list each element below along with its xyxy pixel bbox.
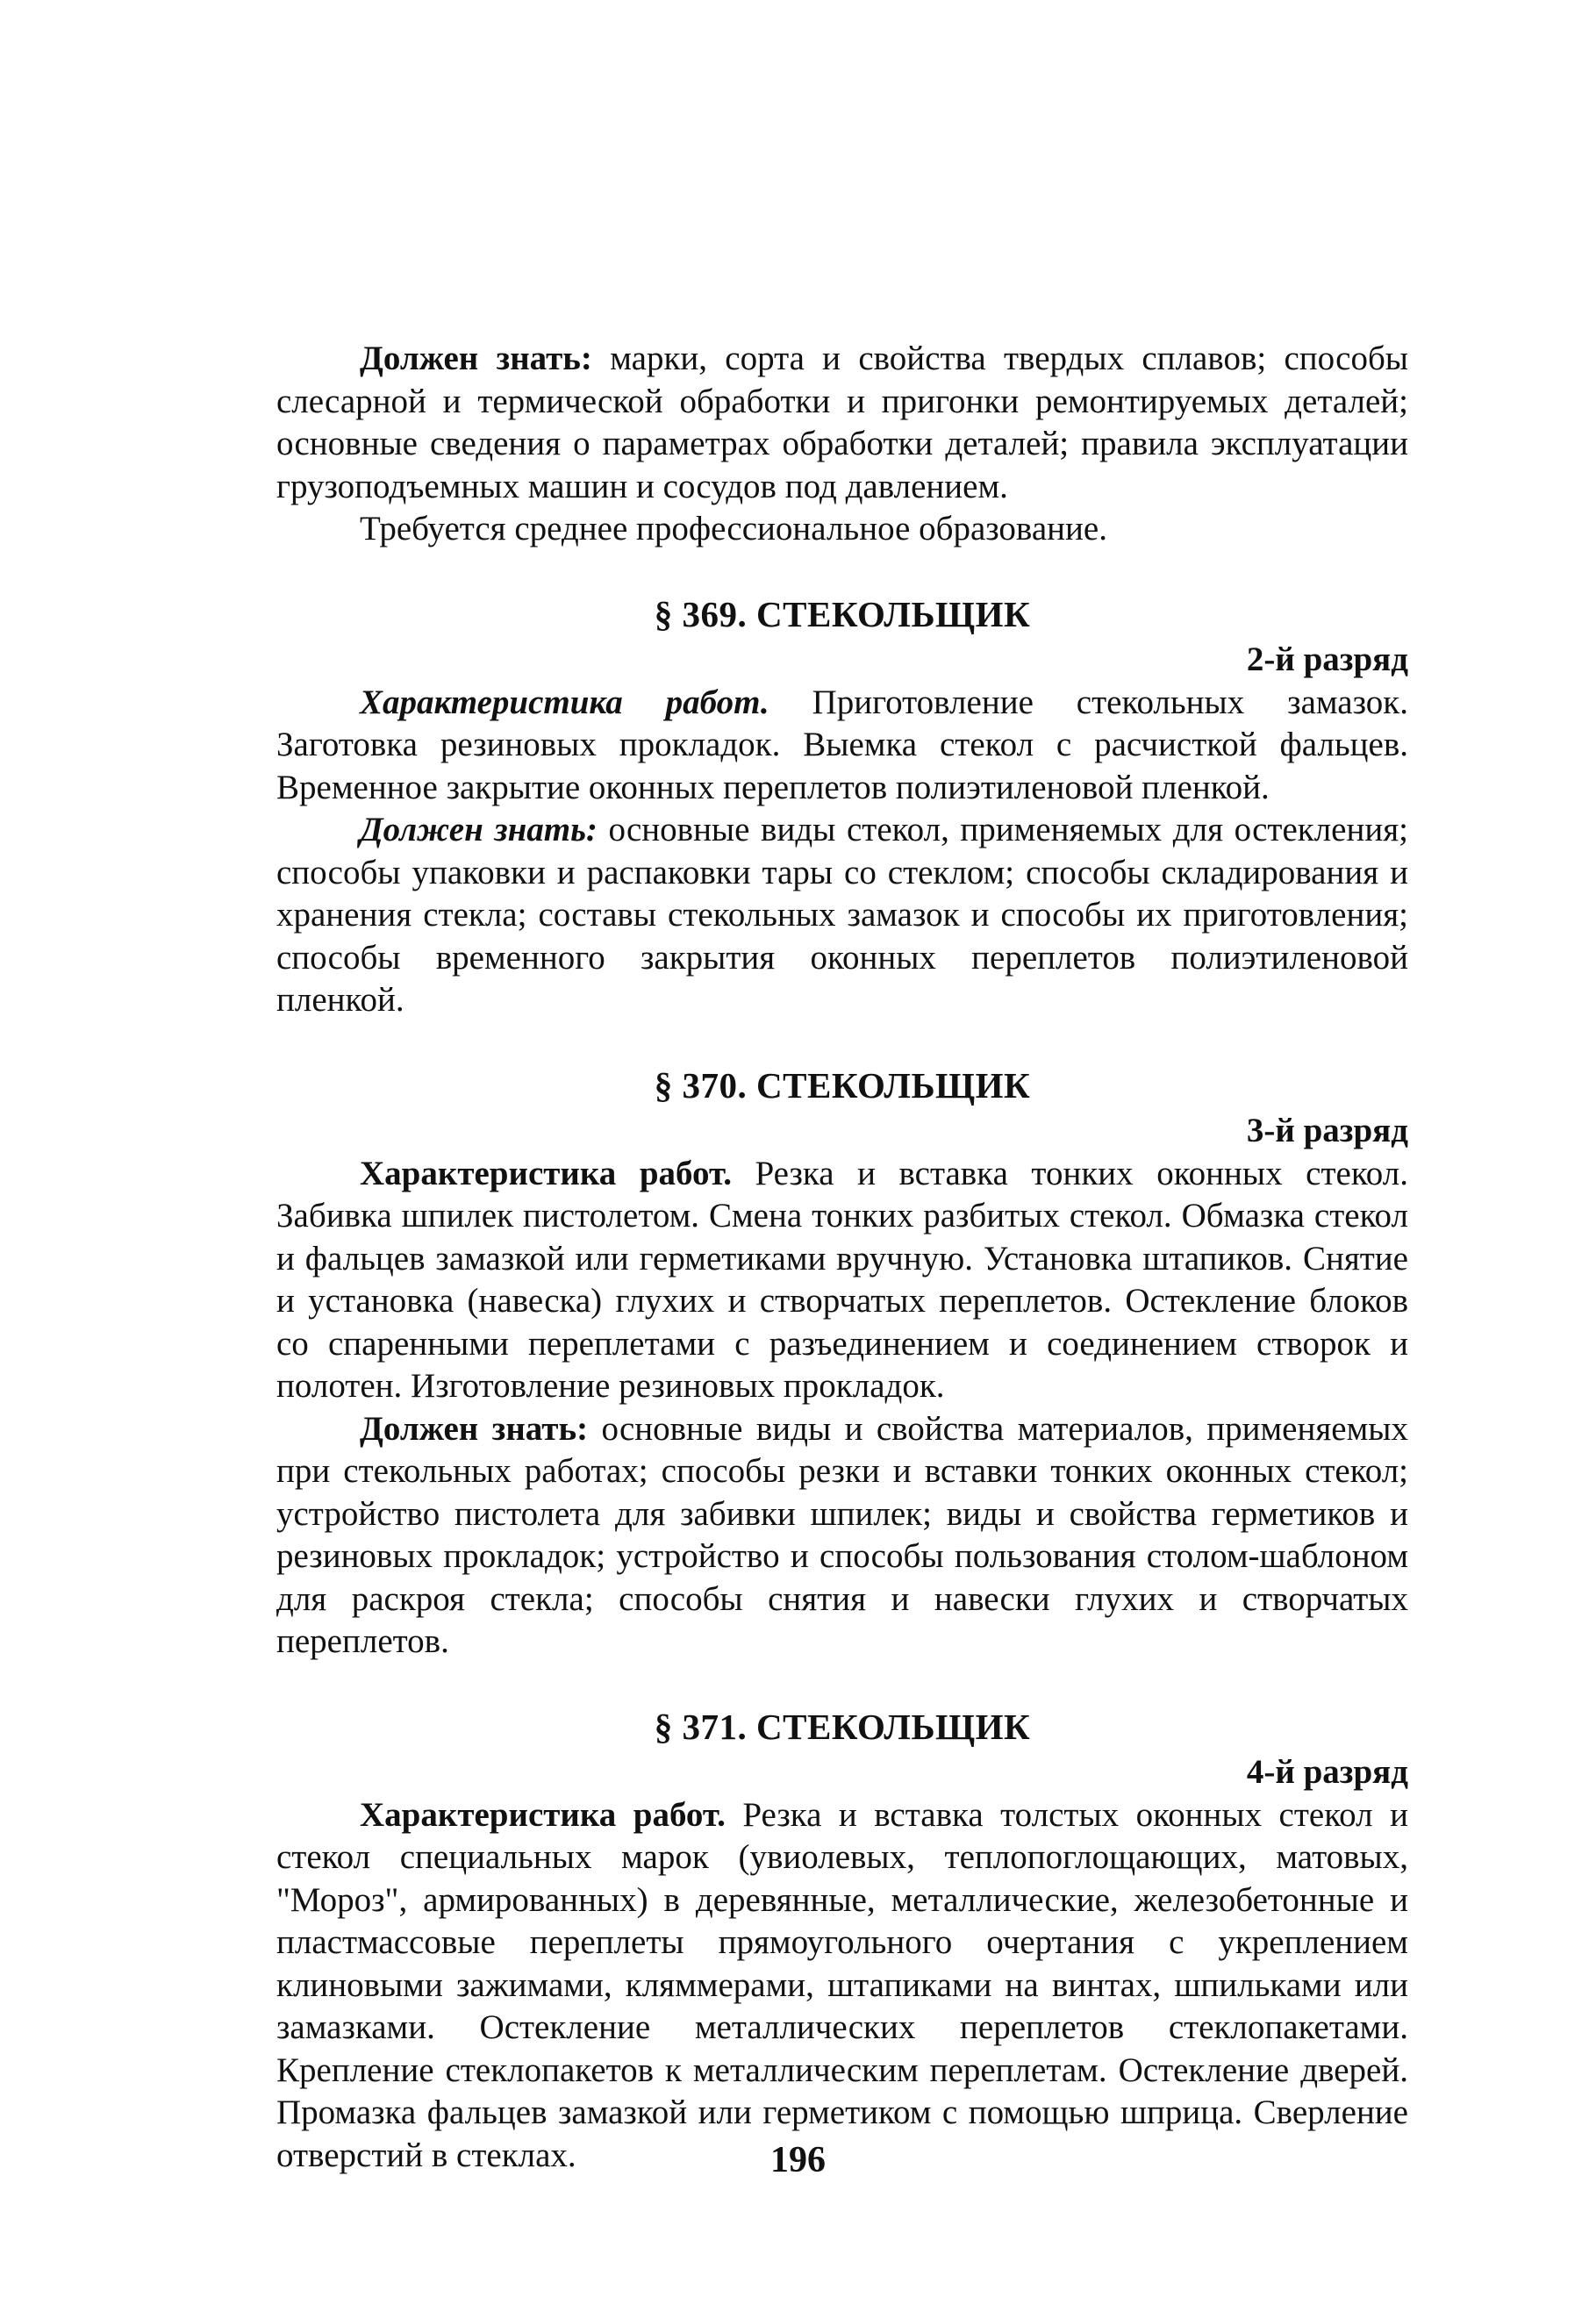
- grade-label: 4-й разряд: [1246, 1753, 1408, 1791]
- work-label: Характеристика работ.: [360, 1154, 732, 1192]
- work-characteristics-paragraph: [276, 682, 1408, 810]
- work-text: Приготовление стекольных замазок. Заготовка резиновых прокладок. Выемка стекол с расчисткой фальцев. Временное закрытие оконных переплетов полиэтиленовой пленкой.: [276, 683, 1408, 806]
- section-title: § 369. СТЕКОЛЬЩИК: [654, 593, 1031, 634]
- education-requirement: Требуется среднее профессиональное образование.: [360, 510, 1107, 548]
- section-title: § 370. СТЕКОЛЬЩИК: [654, 1064, 1031, 1106]
- knowledge-paragraph: [276, 809, 1408, 1022]
- work-label: Характеристика работ.: [360, 683, 769, 721]
- work-characteristics-paragraph: [276, 1794, 1408, 2178]
- page-number: 196: [770, 2140, 826, 2180]
- knowledge-text: основные виды стекол, применяемых для остекления; способы упаковки и распаковки тары со стеклом; способы складирования и хранения стекла; составы стекольных замазок и способы их приготовления; способы временного закрытия оконных переплетов полиэтиленовой пленкой.: [276, 811, 1408, 1019]
- knowledge-label: Должен знать:: [360, 340, 592, 377]
- page-content: [276, 338, 1408, 2177]
- grade-label: 3-й разряд: [1246, 1112, 1408, 1149]
- work-label: Характеристика работ.: [360, 1795, 726, 1834]
- work-characteristics-paragraph: [276, 1153, 1408, 1408]
- work-text: Резка и вставка толстых оконных стекол и стекол специальных марок (увиолевых, теплопоглощающих, матовых, "Мороз", армированных) в деревянные, металлические, железобетонные и пластмассовые переплеты прямоугольного очертания с укреплением клиновыми зажимами, кляммерами, штапиками на винтах, шпильками или замазками. Остекление металлических переплетов стеклопакетами. Крепление стеклопакетов к металлическим переплетам. Остекление дверей. Промазка фальцев замазкой или герметиком с помощью шприца. Сверление отверстий в стеклах.: [276, 1795, 1408, 2174]
- work-text: Резка и вставка тонких оконных стекол. Забивка шпилек пистолетом. Смена тонких разбитых стекол. Обмазка стекол и фальцев замазкой или герметиками вручную. Установка штапиков. Снятие и установка (навеска) глухих и створчатых переплетов. Остекление блоков со спаренными переплетами с разъединением и соединением створок и полотен. Изготовление резиновых прокладок.: [276, 1154, 1408, 1405]
- knowledge-text: марки, сорта и свойства твердых сплавов; способы слесарной и термической обработки и пригонки ремонтируемых деталей; основные сведения о параметрах обработки деталей; правила эксплуатации грузоподъемных машин и сосудов под давлением.: [276, 340, 1408, 505]
- knowledge-text: основные виды и свойства материалов, применяемых при стекольных работах; способы резки и вставки тонких оконных стекол; устройство пистолета для забивки шпилек; виды и свойства герметиков и резиновых прокладок; устройство и способы пользования столом-шаблоном для раскроя стекла; способы снятия и навески глухих и створчатых переплетов.: [276, 1409, 1408, 1660]
- knowledge-label: Должен знать:: [360, 1409, 589, 1448]
- knowledge-paragraph: [276, 1408, 1408, 1664]
- knowledge-label: Должен знать:: [360, 811, 598, 848]
- section-title: § 371. СТЕКОЛЬЩИК: [654, 1706, 1031, 1747]
- grade-label: 2-й разряд: [1246, 641, 1408, 678]
- intro-knowledge-paragraph: [276, 338, 1408, 508]
